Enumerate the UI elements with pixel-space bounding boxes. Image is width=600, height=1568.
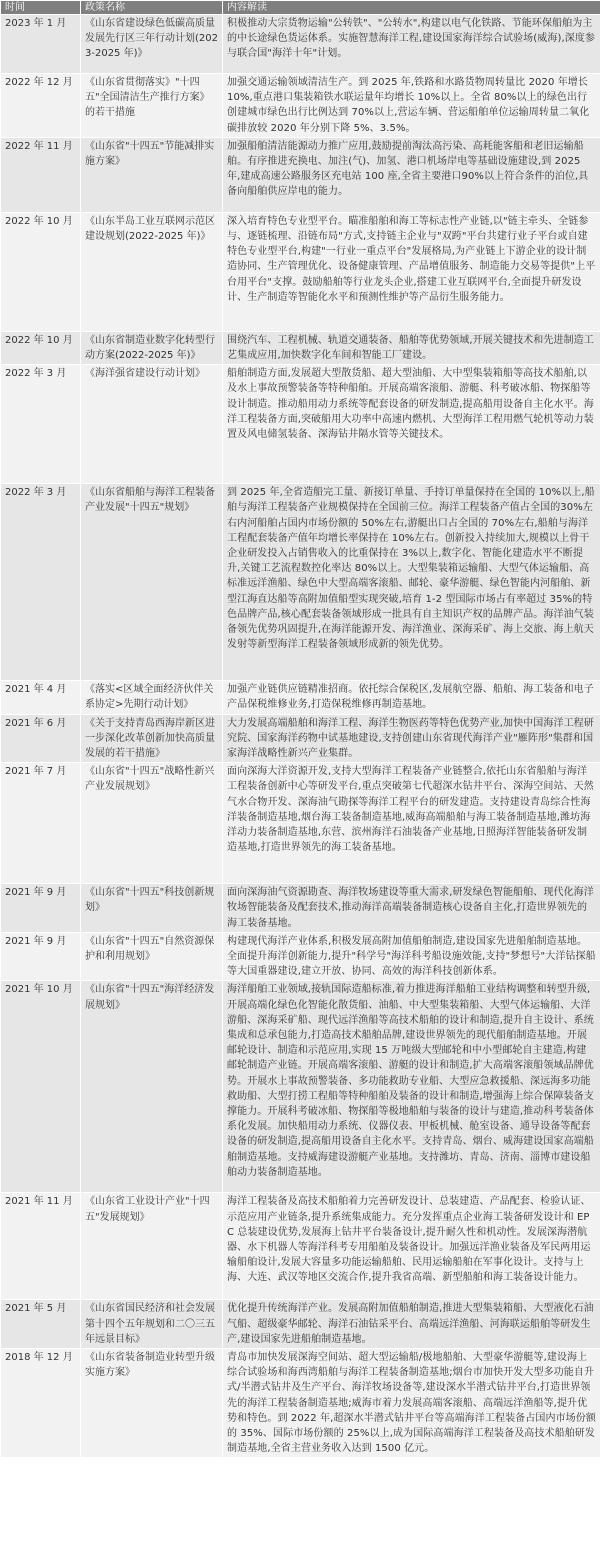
cell-time: 2021 年 11 月 — [1, 1193, 81, 1300]
cell-time: 2021 年 5 月 — [1, 1300, 81, 1349]
cell-content: 构建现代海洋产业体系,积极发展高附加值船舶制造,建设国家先进船舶制造基地。全面提升海洋创新能力,提升"科学号"海洋科考船设施效能,支持"梦想号"大洋钻探船等大国重器建设,建立开放、协同、高效的海洋科技创新体系。 — [223, 932, 600, 981]
table-row — [1, 1349, 600, 1458]
table-row — [1, 15, 600, 74]
cell-content: 到 2025 年,全省造船完工量、新接订单量、手持订单量保持在全国的 10%以上,船舶与海洋工程装备产业规模保持在全国前三位。海洋工程装备产值占全国的30%左右内河船舶占国内市场份额的 50%左右,游艇出口占全国的 70%左右,船舶与海洋工程配套装备产值年均增长率保持在 10%左右。创新投入持续加大,规模以上骨干企业研发投入占销售收入的比重保持在 3%以上,数字化、智能化建造水平不断提升,关键工艺流程数控化率达 80%以上。大型集装箱运输船、大型气体运输船、高标准远洋渔船、绿色中大型高端客滚船、邮轮、豪华游艇、绿色智能内河船舶、新型江海直达船等高附加值船型实现突破,培育 1-2 型国际市场占有率超过 35%的特色品牌产品,核心配套装备领域形成一批具有自主知识产权的品牌产品。海洋油气装备领先优势巩固提升,在海洋能源开发、海洋渔业、深海采矿、海上交旅、海上航天发射等新型海洋工程装备领域形成新的领先优势。 — [223, 484, 600, 681]
cell-policy: 《山东省"十四五"自然资源保护和利用规划》 — [81, 932, 223, 981]
cell-policy: 《山东省建设绿色低碳高质量发展先行区三年行动计划(2023-2025 年)》 — [81, 15, 223, 74]
cell-time: 2022 年 11 月 — [1, 137, 81, 212]
cell-time: 2021 年 10 月 — [1, 981, 81, 1193]
cell-content: 加强产业链供应链精准招商。依托综合保税区,发展航空器、船舶、海工装备和电子产品保税维修业务,打造保税维修再制造基地。 — [223, 681, 600, 714]
cell-policy: 《山东省制造业数字化转型行动方案(2022-2025 年)》 — [81, 331, 223, 364]
cell-content: 面向深海油气资源勘查、海洋牧场建设等重大需求,研发绿色智能船舶、现代化海洋牧场智能装备及配套技术,推动海洋高端装备制造核心设备自主化,打造世界领先的海工装备基地。 — [223, 884, 600, 933]
header-content: 内容解读 — [223, 1, 600, 15]
table-row — [1, 884, 600, 933]
cell-policy: 《山东省船舶与海洋工程装备产业发展"十四五"规划》 — [81, 484, 223, 681]
cell-content: 青岛市加快发展深海空间站、超大型运输船/极地船舶、大型豪华游艇等,建设海上综合试验场和海西湾船舶与海洋工程装备制造基地;烟台市加快开发大型多功能自升式/半潜式钻井及生产平台、海洋牧场设备等,建设深水半潜式钻井平台,打造世界领先的海洋工程装备制造基地;威海市着力发展高端客滚船、高端远洋渔船等,提升优势和特色。到 2022 年,超深水半潜式钻井平台等高端海洋工程装备占国内市场份额的 35%、国际市场份额的 25%以上,成为国际高端海洋工程装备及高技术船舶研发制造基地,全省主营业务收入达到 1500 亿元。 — [223, 1349, 600, 1458]
cell-policy: 《山东省工业设计产业"十四五"发展规划》 — [81, 1193, 223, 1300]
cell-time: 2021 年 9 月 — [1, 884, 81, 933]
table-row — [1, 932, 600, 981]
table-row — [1, 331, 600, 364]
cell-content: 船舶制造方面,发展超大型散货船、超大型油船、大中型集装箱船等高技术船舶,以及水上事故预警装备等特种船舶。开展高端客滚船、游艇、科考破冰船、物探船等设计制造。推动船用动力系统等配套设备的研发制造,提高船用设备自主化水平。海洋工程装备方面,突破船用大功率中高速内燃机、大型海洋工程用燃气轮机等动力装置及风电储氢装备、深海钻井隔水管等关键技术。 — [223, 365, 600, 484]
cell-policy: 《海洋强省建设行动计划》 — [81, 365, 223, 484]
cell-time: 2022 年 3 月 — [1, 365, 81, 484]
header-policy: 政策名称 — [81, 1, 223, 15]
cell-time: 2021 年 6 月 — [1, 714, 81, 763]
cell-content: 积极推动大宗货物运输"公转铁"、"公转水",构建以电气化铁路、节能环保船舶为主的中长途绿色货运体系。实施智慧海洋工程,建设国家海洋综合试验场(威海),深度参与联合国"海洋十年"计划。 — [223, 15, 600, 74]
table-row — [1, 981, 600, 1193]
cell-content: 海洋船舶工业领域,接轨国际造船标准,着力推进海洋船舶工业结构调整和转型升级,开展高端化绿色化智能化散货船、油船、中大型集装箱船、大型气体运输船、大洋游船、深海采矿船、现代远洋渔船等高技术船舶的设计和制造,提升自主设计、系统集成和总承包能力,打造高技术船舶品牌,建设世界领先的现代船舶制造基地。开展邮轮设计、制造和示范应用,实现 15 万吨级大型邮轮和中小型邮轮自主建造,构建邮轮制造产业链。开展高端客滚船、游艇的设计和制造,扩大高端客滚船领域品牌优势。开展水上事故预警装备、多功能救助专业船、大型应急救援船、深远海多功能救助船、大型打捞工程船等特种船舶及装备的设计和制造,增强海上综合保障装备支撑能力。开展科考破冰船、物探船等极地船舶与装备的设计与建造,推动科考装备体系化发展。加快船用动力系统、仪器仪表、甲板机械、舱室设备、通导设备等配套设备的研发制造,提高船用设备自主化水平。支持青岛、烟台、威海建设国家高端船舶制造基地。支持威海建设游艇产业基地。支持潍坊、青岛、济南、淄博市建设船舶动力装备制造基地。 — [223, 981, 600, 1193]
cell-policy: 《山东省"十四五"科技创新规划》 — [81, 884, 223, 933]
cell-time: 2022 年 10 月 — [1, 331, 81, 364]
cell-time: 2021 年 4 月 — [1, 681, 81, 714]
cell-policy: 《山东省贯彻落实》"十四五"全国清洁生产推行方案》的若干措施 — [81, 74, 223, 138]
cell-time: 2021 年 9 月 — [1, 932, 81, 981]
cell-policy: 《山东半岛工业互联网示范区建设规划(2022-2025 年)》 — [81, 212, 223, 331]
cell-time: 2021 年 7 月 — [1, 763, 81, 884]
cell-content: 优化提升传统海洋产业。发展高附加值船舶制造,推进大型集装箱船、大型液化石油气船、超级豪华邮轮、海洋石油钻采平台、高端远洋渔船、河海联运船舶等研发生产,建设国家先进船舶制造基地。 — [223, 1300, 600, 1349]
cell-policy: 《山东省"十四五"战略性新兴产业发展规划》 — [81, 763, 223, 884]
cell-content: 面向深海大洋资源开发,支持大型海洋工程装备产业链整合,依托山东省船舶与海洋工程装备创新中心等研发平台,重点突破第七代超深水钻井平台、深海空间站、天然气水合物开发、深海油气勘探等海洋工程平台的研发建造。支持建设青岛综合性海洋装备制造基地,烟台海工装备制造基地,威海高端船舶与海工装备制造基地,潍坊海洋动力装备制造基地,东营、滨州海洋石油装备产业基地,日照海洋智能装备研发制造基地,打造世界领先的海工装备基地。 — [223, 763, 600, 884]
cell-content: 加强交通运输领域清洁生产。到 2025 年,铁路和水路货物周转量比 2020 年增长 10%,重点港口集装箱铁水联运量年均增长 10%以上。全省 80%以上的绿色出行创建城市绿色出行比例达到 70%以上,营运车辆、营运船舶单位运输周转量二氧化碳排放较 2020 年分别下降 5%、3.5%。 — [223, 74, 600, 138]
cell-content: 海洋工程装备及高技术船舶着力完善研发设计、总装建造、产品配套、检验认证、示范应用产业链条,提升系统集成能力。充分发挥重点企业海工装备研发设计和 EPC 总装建设优势,发展海上钻井平台装备设计,提升耐久性和机动性。发展深海潜航器、水下机器人等海洋科考专用船舶及装备设计。加强远洋渔业装备及军民两用运输船舶设计,发展大容量多功能运输船舶、民用运输船舶在军事化设计。支持与上海、大连、武汉等地区交流合作,提升我省高端、新型船舶和海工装备设计能力。 — [223, 1193, 600, 1300]
cell-content: 加强船舶清洁能源动力推广应用,鼓励提前淘汰高污染、高耗能客船和老旧运输船舶。有序推进充换电、加注(气)、加氢、港口机场岸电等基础设施建设,到 2025 年,建成高速公路服务区充电站 100 座,全省主要港口90%以上符合条件的泊位,具备向船舶供应岸电的能力。 — [223, 137, 600, 212]
table-row — [1, 365, 600, 484]
cell-time: 2018 年 12 月 — [1, 1349, 81, 1458]
cell-policy: 《山东省"十四五"节能减排实施方案》 — [81, 137, 223, 212]
cell-content: 大力发展高端船舶和海洋工程、海洋生物医药等特色优势产业,加快中国海洋工程研究院、国家海洋药物中试基地建设,支持创建山东省现代海洋产业"雁阵形"集群和国家海洋战略性新兴产业集群。 — [223, 714, 600, 763]
cell-policy: 《关于支持青岛西海岸新区进一步深化改革创新加快高质量发展的若干措施》 — [81, 714, 223, 763]
table-row — [1, 1193, 600, 1300]
table-row — [1, 1300, 600, 1349]
table-row — [1, 137, 600, 212]
table-row — [1, 484, 600, 681]
table-row — [1, 74, 600, 138]
cell-policy: 《山东省"十四五"海洋经济发展规划》 — [81, 981, 223, 1193]
table-row — [1, 763, 600, 884]
cell-content: 围绕汽车、工程机械、轨道交通装备、船舶等优势领域,开展关键技术和先进制造工艺集成应用,加快数字化车间和智能工厂建设。 — [223, 331, 600, 364]
cell-time: 2022 年 3 月 — [1, 484, 81, 681]
cell-time: 2023 年 1 月 — [1, 15, 81, 74]
cell-time: 2022 年 12 月 — [1, 74, 81, 138]
cell-policy: 《山东省国民经济和社会发展第十四个五年规划和二〇三五年远景目标》 — [81, 1300, 223, 1349]
header-row — [1, 1, 600, 15]
cell-content: 深入培育特色专业型平台。瞄准船舶和海工等标志性产业链,以"链主牵头、全链参与、逐链梳理、沿链布局"方式,支持链主企业与"双跨"平台共建行业子平台或自建特色专业型平台,构建"一行业一重点平台"发展格局,为产业链上下游企业的设计制造协同、生产管理优化、设备健康管理、产品增值服务、制造能力交易等提供"上平台用平台"支撑。鼓励船舶等行业龙头企业,搭建工业互联网平台,全面提升研发设计、生产制造等智能化水平和预测性维护等产品衍生服务能力。 — [223, 212, 600, 331]
table-row — [1, 212, 600, 331]
cell-policy: 《山东省装备制造业转型升级实施方案》 — [81, 1349, 223, 1458]
cell-time: 2022 年 10 月 — [1, 212, 81, 331]
header-time: 时间 — [1, 1, 81, 15]
table-row — [1, 714, 600, 763]
cell-policy: 《落实<区域全面经济伙伴关系协定>先期行动计划》 — [81, 681, 223, 714]
table-row — [1, 681, 600, 714]
